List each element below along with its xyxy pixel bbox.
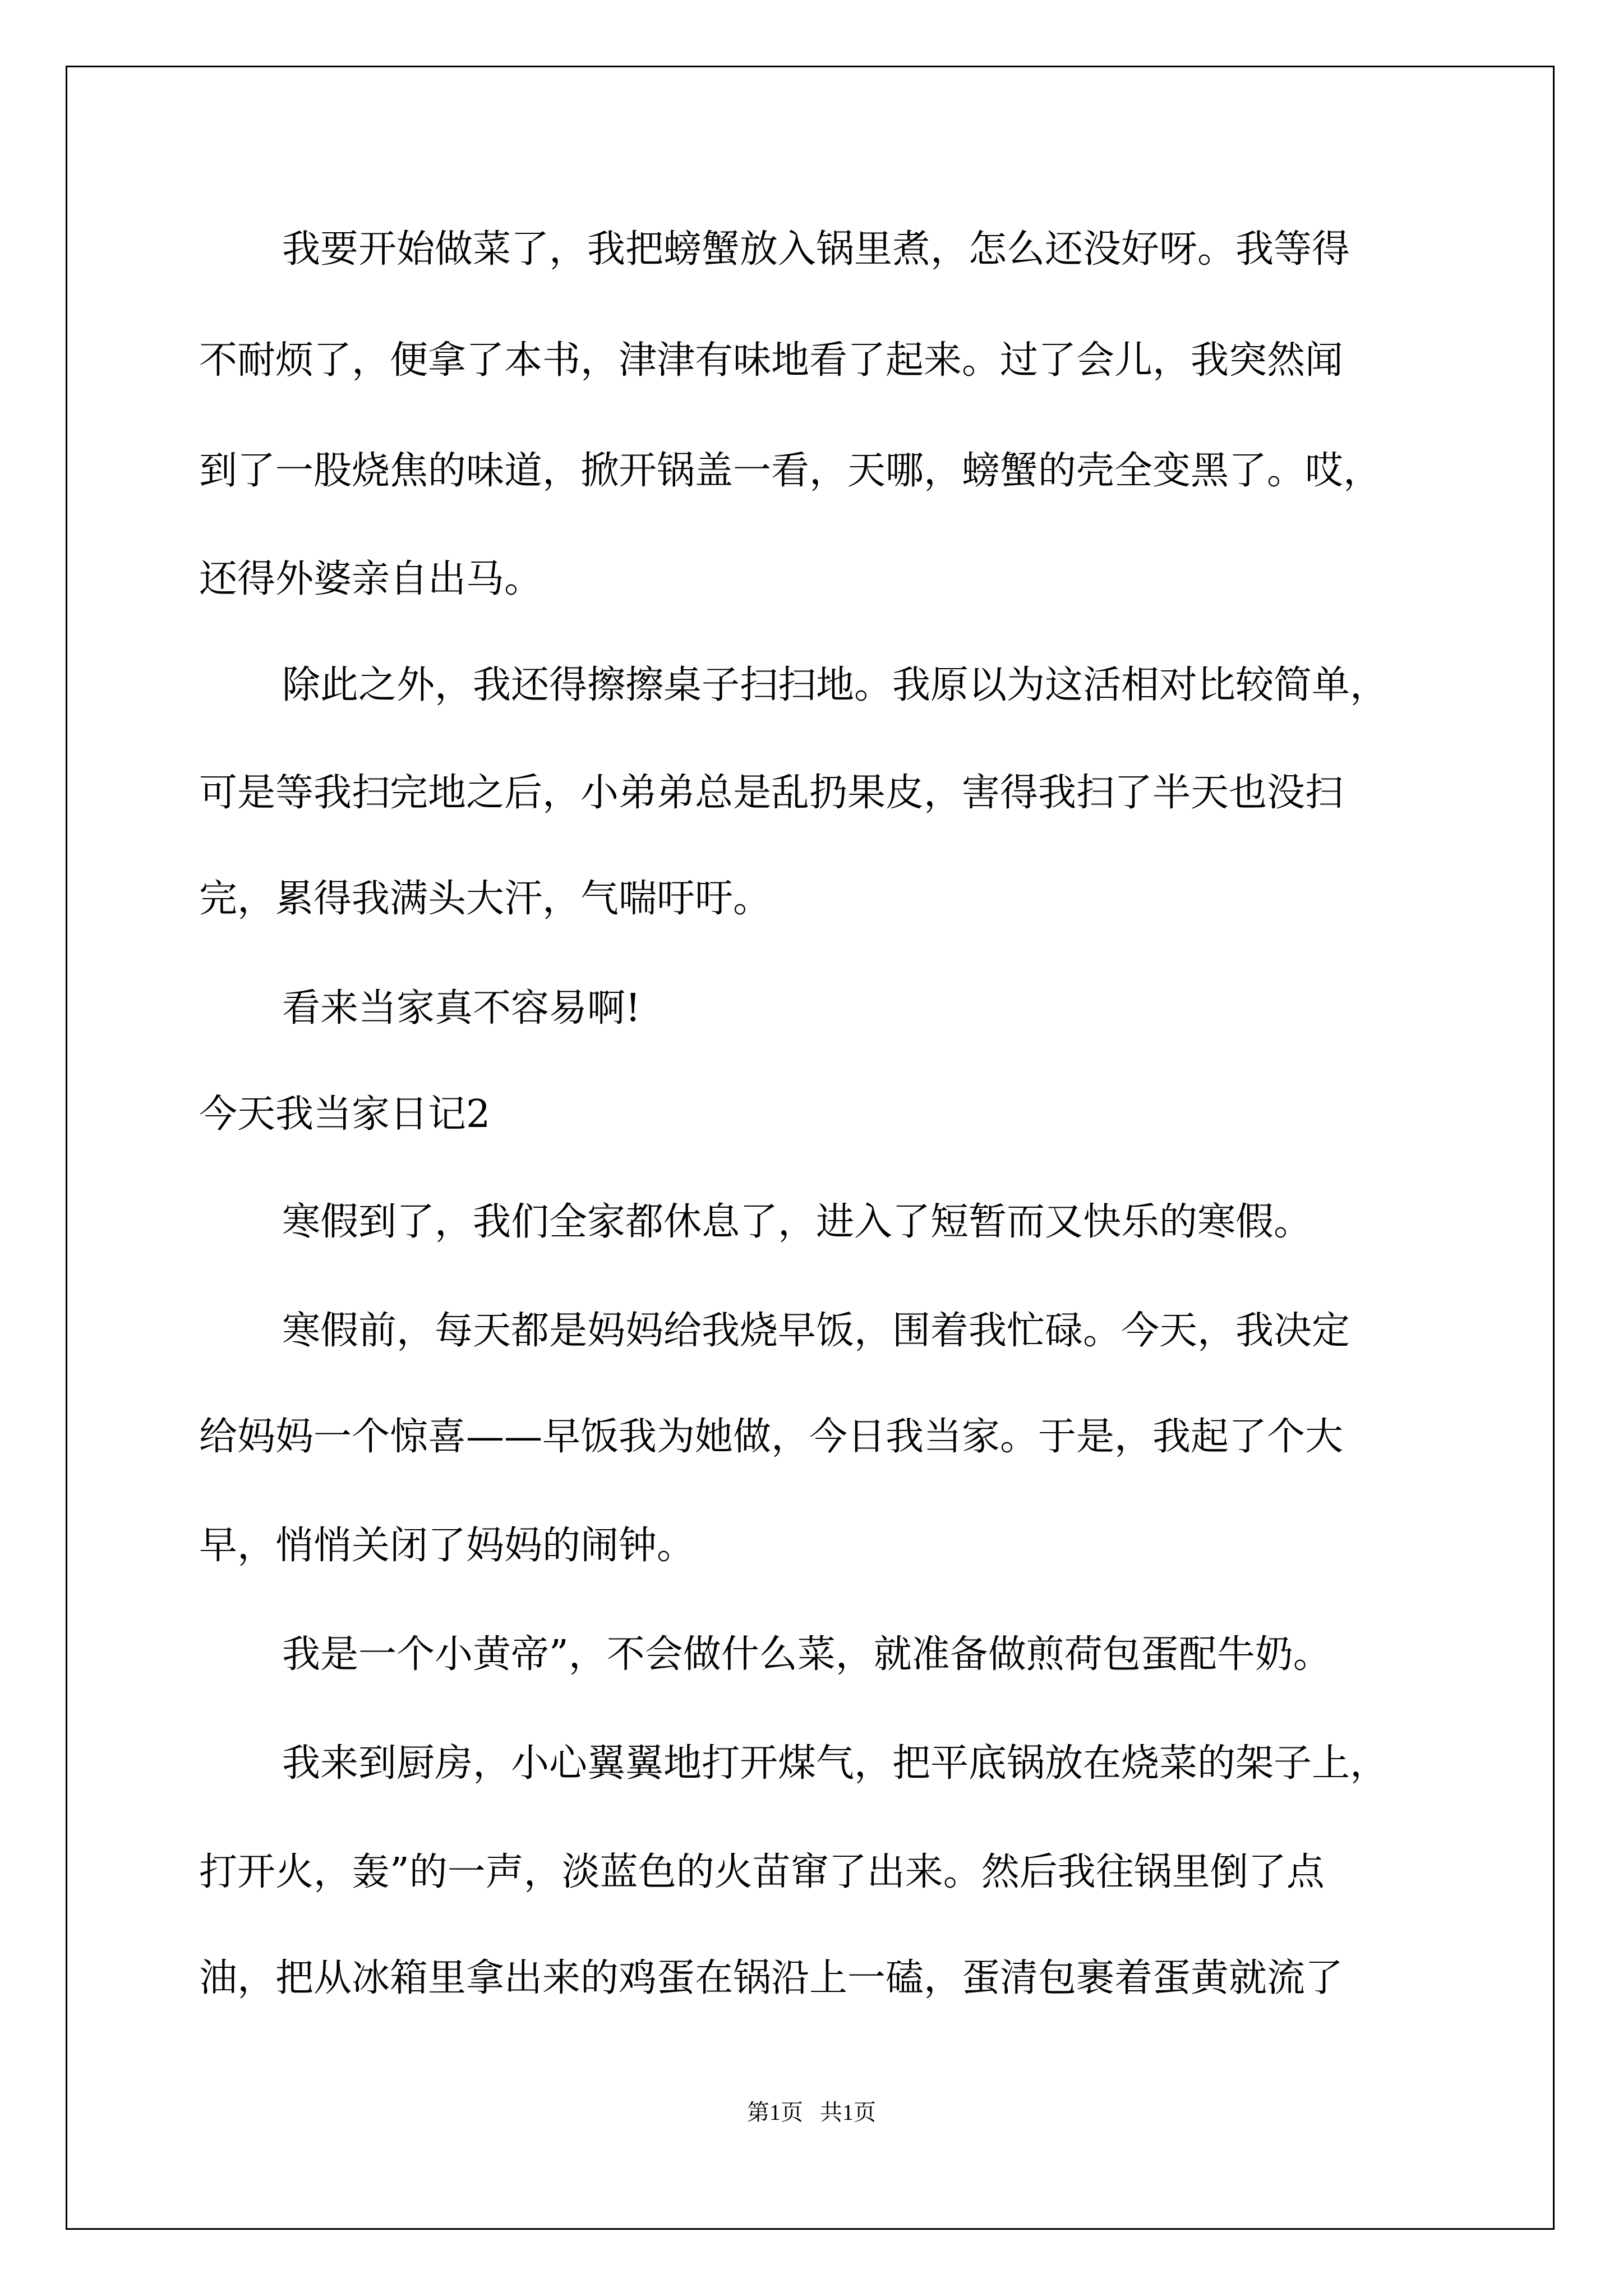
body-line: 到了一股烧焦的味道，掀开锅盖一看，天哪，螃蟹的壳全变黑了。哎，	[199, 449, 1382, 493]
body-line: 除此之外，我还得擦擦桌子扫扫地。我原以为这活相对比较简单，	[282, 663, 1389, 707]
body-line: 还得外婆亲自出马。	[199, 557, 543, 601]
body-line: 打开火，轰”的一声，淡蓝色的火苗窜了出来。然后我往锅里倒了点	[199, 1850, 1325, 1894]
body-line: 我来到厨房，小心翼翼地打开煤气，把平底锅放在烧菜的架子上，	[282, 1741, 1389, 1786]
body-line: 我要开始做菜了，我把螃蟹放入锅里煮，怎么还没好呀。我等得	[282, 227, 1350, 272]
section-heading: 今天我当家日记2	[199, 1092, 491, 1137]
body-line: 早，悄悄关闭了妈妈的闹钟。	[199, 1524, 695, 1568]
body-line: 寒假前，每天都是妈妈给我烧早饭，围着我忙碌。今天，我决定	[282, 1309, 1350, 1353]
page-footer: 第1页 共1页	[747, 2100, 876, 2125]
body-line: 我是一个小黄帝”，不会做什么菜，就准备做煎荷包蛋配牛奶。	[282, 1632, 1331, 1677]
body-line: 不耐烦了，便拿了本书，津津有味地看了起来。过了会儿，我突然闻	[199, 338, 1344, 383]
body-line: 看来当家真不容易啊!	[282, 986, 641, 1030]
body-line: 寒假到了，我们全家都休息了，进入了短暂而又快乐的寒假。	[282, 1200, 1312, 1244]
body-line: 给妈妈一个惊喜——早饭我为她做，今日我当家。于是，我起了个大	[199, 1415, 1344, 1459]
page-border	[66, 66, 1555, 2230]
body-line: 完，累得我满头大汗，气喘吁吁。	[199, 877, 772, 921]
body-line: 油，把从冰箱里拿出来的鸡蛋在锅沿上一磕，蛋清包裹着蛋黄就流了	[199, 1956, 1344, 2000]
body-line: 可是等我扫完地之后，小弟弟总是乱扔果皮，害得我扫了半天也没扫	[199, 771, 1344, 815]
